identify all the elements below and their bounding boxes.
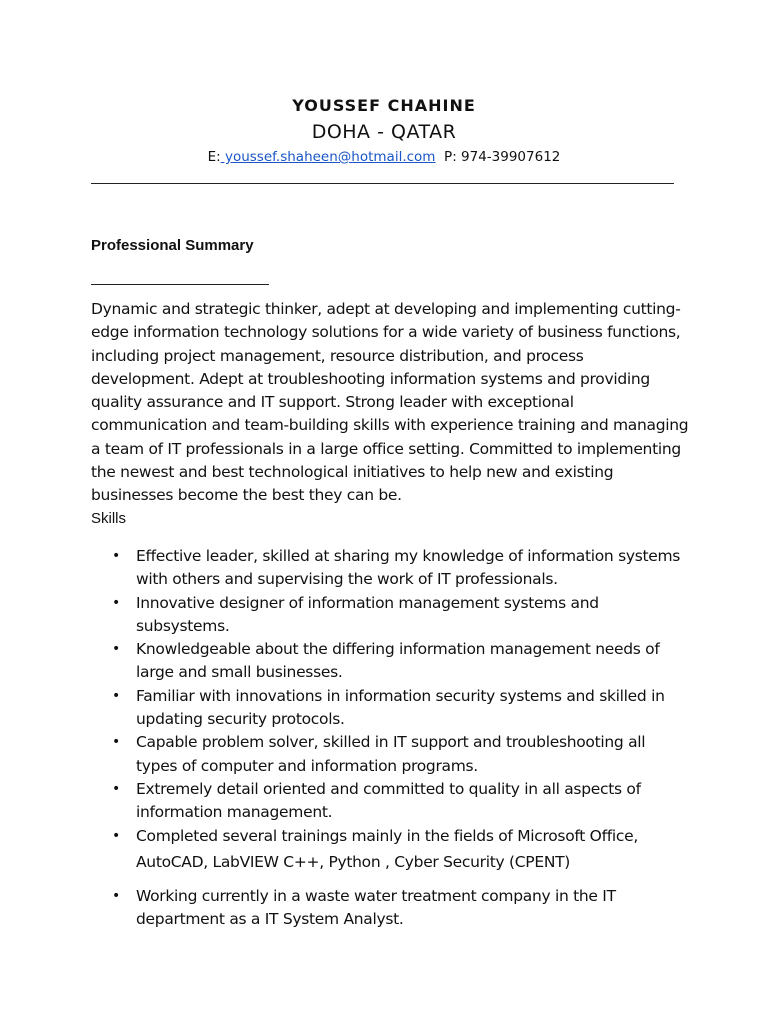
skill-text: Innovative designer of information management systems and subsystems. [136,593,599,635]
skill-text: Working currently in a waste water treatment company in the IT department as a IT System Analyst. [136,886,616,928]
contact-line [0,149,768,165]
bullet-icon: • [112,548,120,564]
list-item [112,885,682,932]
summary-text: Dynamic and strategic thinker, adept at developing and implementing cutting-edge information technology solutions for a wide variety of business functions, including project management, resource distribution, and process development. Adept at troubleshooting information systems and providing quality assurance and IT support. Strong leader with exceptional communication and team-building skills with experience training and managing a team of IT professionals in a large office setting. Committed to implementing the newest and best technological initiatives to help new and existing businesses become the best they can be. [91,300,689,505]
candidate-name: YOUSSEF CHAHINE [292,96,476,115]
header-divider [91,183,674,184]
skills-list [112,545,682,931]
email-link[interactable]: youssef.shaheen@hotmail.com [220,149,436,165]
list-item [112,638,682,685]
list-item [112,731,682,778]
bullet-icon: • [112,734,120,751]
skill-text: Capable problem solver, skilled in IT support and troubleshooting all types of computer and information programs. [136,733,646,775]
phone-text: P: 974-39907612 [444,149,561,165]
bullet-icon: • [112,827,120,844]
skill-text: Extremely detail oriented and committed to quality in all aspects of information management. [136,779,641,822]
skill-text: Familiar with innovations in information security systems and skilled in updating security protocols. [136,686,665,729]
bullet-icon: • [112,687,120,704]
skills-heading: Skills [91,510,127,527]
bullet-icon: • [112,641,120,658]
skill-text: Knowledgeable about the differing information management needs of large and small businesses. [136,640,660,682]
list-item [112,545,682,592]
email-label: E: [207,149,221,165]
skill-text: Completed several trainings mainly in the fields of Microsoft Office, AutoCAD, LabVIEW C++, Python , Cyber Security (CPENT) [136,826,638,871]
bullet-icon: • [112,887,120,904]
skill-text: Effective leader, skilled at sharing my knowledge of information systems with others and supervising the work of IT professionals. [136,547,681,589]
list-item [112,685,682,732]
list-item [112,778,682,825]
bullet-icon: • [112,780,120,797]
bullet-icon: • [112,594,120,611]
summary-underline [91,284,269,285]
list-item [112,592,682,639]
list-item [112,823,682,875]
candidate-location: DOHA - QATAR [311,121,457,143]
summary-heading: Professional Summary [91,237,254,254]
